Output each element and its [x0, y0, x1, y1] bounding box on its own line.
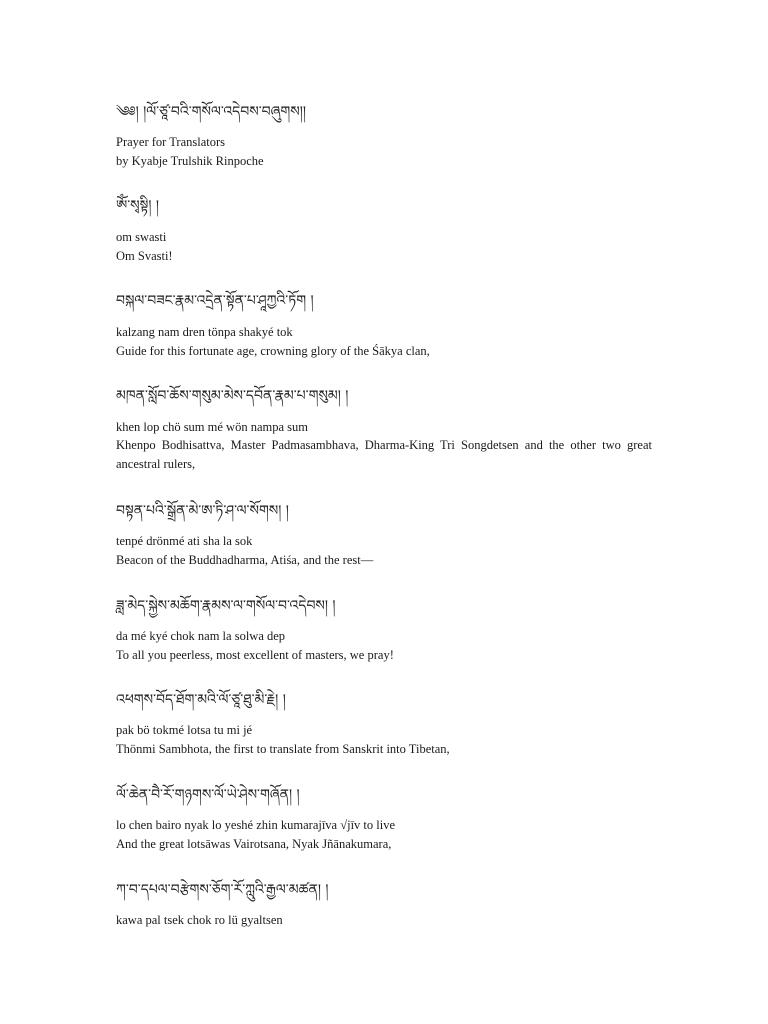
- verse-tibetan: ཀ་བ་དཔལ་བརྩེགས་ཅོག་རོ་ཀླུའི་རྒྱལ་མཚན། །: [116, 882, 329, 898]
- verse-tibetan: ཨོཾ་སྭསྟི། །: [116, 198, 160, 214]
- verse-tibetan: ཟླ་མེད་སྐྱེས་མཆོག་རྣམས་ལ་གསོལ་བ་འདེབས། །: [116, 598, 336, 614]
- verse-phonetic: da mé kyé chok nam la solwa dep: [116, 629, 286, 643]
- verse-phonetic: pak bö tokmé lotsa tu mi jé: [116, 723, 253, 737]
- verse-phonetic: lo chen bairo nyak lo yeshé zhin kumarajīva √jīv to live: [116, 818, 396, 832]
- verse-phonetic: khen lop chö sum mé wön nampa sum: [116, 420, 308, 434]
- tibetan-title: ༄༅། །ལོ་ཙཱ་བའི་གསོལ་འདེབས་བཞུགས།།: [116, 104, 306, 120]
- verse-translation: Khenpo Bodhisattva, Master Padmasambhava, Dharma-King Tri Songdetsen and the other two great ancestral rulers,: [116, 438, 652, 471]
- verse-tibetan: ལོ་ཆེན་བཻ་རོ་གཉགས་ལོ་ཡེ་ཤེས་གཞོན། །: [116, 787, 300, 803]
- verse-phonetic: kawa pal tsek chok ro lü gyaltsen: [116, 913, 283, 927]
- verse-tibetan: བསྐལ་བཟང་རྣམ་འདྲེན་སྟོན་པ་ཤཱཀྱའི་ཏོག །: [116, 293, 314, 309]
- verse-translation: Thönmi Sambhota, the first to translate from Sanskrit into Tibetan,: [116, 742, 450, 756]
- verse-tibetan: མཁན་སློབ་ཆོས་གསུམ་མེས་དབོན་རྣམ་པ་གསུམ། །: [116, 388, 349, 404]
- verse-phonetic: kalzang nam dren tönpa shakyé tok: [116, 325, 293, 339]
- verse-translation: Beacon of the Buddhadharma, Atiśa, and the rest—: [116, 553, 374, 567]
- verse-translation: Guide for this fortunate age, crowning glory of the Śākya clan,: [116, 344, 430, 358]
- page-title: Prayer for Translators: [116, 135, 226, 149]
- verse-tibetan: འཕགས་བོད་ཐོག་མའི་ལོ་ཙཱ་ཐུ་མི་རྗེ། །: [116, 692, 286, 708]
- verse-tibetan: བསྟན་པའི་སྒྲོན་མེ་ཨ་ཏི་ཤ་ལ་སོགས། །: [116, 503, 289, 519]
- verse-phonetic: om swasti: [116, 230, 167, 244]
- verse-translation: Om Svasti!: [116, 249, 173, 263]
- verse-translation: And the great lotsāwas Vairotsana, Nyak Jñānakumara,: [116, 837, 392, 851]
- verse-phonetic: tenpé drönmé ati sha la sok: [116, 534, 253, 548]
- verse-translation: To all you peerless, most excellent of masters, we pray!: [116, 648, 394, 662]
- author-line: by Kyabje Trulshik Rinpoche: [116, 154, 264, 168]
